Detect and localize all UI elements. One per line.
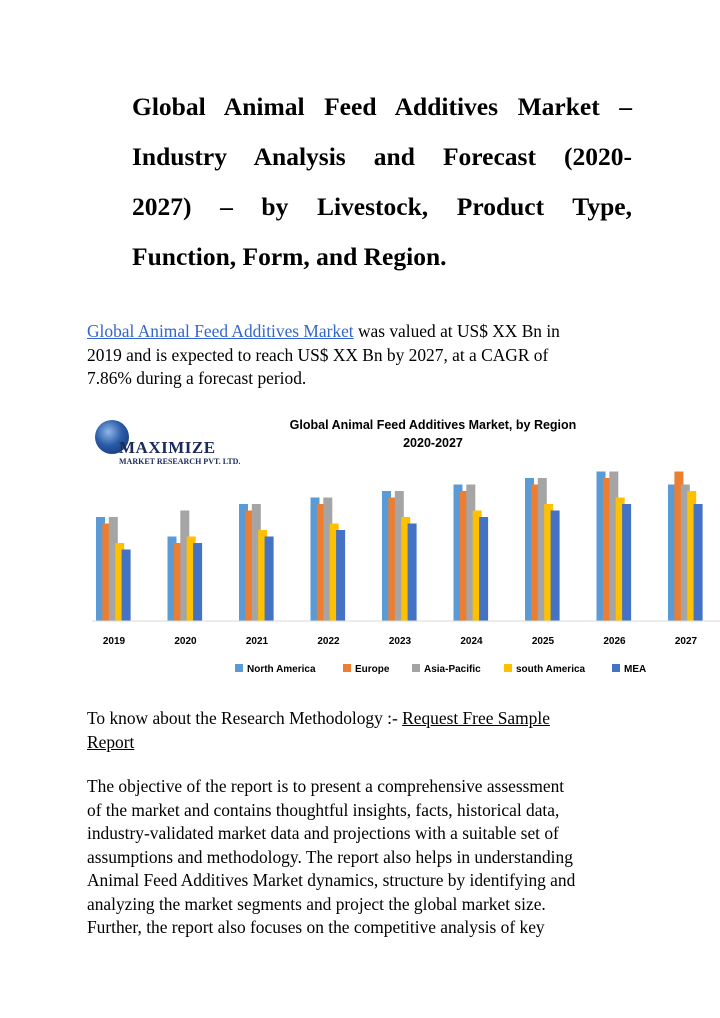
intro-text: was valued at US$ XX Bn in [353,321,560,341]
legend-label: Europe [355,664,390,675]
legend-label: MEA [624,664,647,675]
objective-line: industry-validated market data and projections with a suitable set of [87,823,559,843]
research-text: To know about the Research Methodology :- [87,708,403,728]
objective-line: The objective of the report is to present a comprehensive assessment [87,776,565,796]
objective-line: Further, the report also focuses on the competitive analysis of key [87,917,545,937]
x-tick-label: 2020 [174,636,197,647]
x-tick-label: 2023 [388,636,412,647]
bar-chart [87,405,720,695]
report-title [132,82,632,282]
intro-text: 2019 and is expected to reach US$ XX Bn by 2027, at a CAGR of [87,344,549,365]
bar-mea-2026 [622,504,631,621]
legend-swatch [343,664,351,672]
objective-line: Animal Feed Additives Market dynamics, structure by identifying and [87,870,576,890]
bar-mea-2023 [408,524,417,622]
chart-subtitle: 2020-2027 [403,436,463,450]
objective-line: analyzing the market segments and project the global market size. [87,893,546,914]
request-sample-link[interactable]: Request Free Sample [402,708,550,728]
objective-paragraph [87,775,647,940]
legend-swatch [612,664,620,672]
bar-mea-2027 [694,504,703,621]
research-paragraph [87,707,647,754]
x-tick-label: 2022 [317,636,340,647]
objective-line: of the market and contains thoughtful insights, facts, historical data, [87,799,560,820]
legend-swatch [412,664,420,672]
title-line: 2027) – by Livestock, Product Type, [132,192,632,221]
bar-mea-2022 [336,530,345,621]
intro-paragraph [87,320,647,391]
title-line: Function, Form, and Region. [132,242,447,271]
objective-line: assumptions and methodology. The report also helps in understanding [87,846,573,867]
x-tick-label: 2024 [460,636,483,647]
logo-name: MAXIMIZE [119,438,216,457]
legend-swatch [235,664,243,672]
legend-swatch [504,664,512,672]
x-tick-label: 2026 [603,636,626,647]
bar-mea-2019 [122,550,131,622]
logo-subtitle: MARKET RESEARCH PVT. LTD. [119,457,241,466]
bar-mea-2024 [479,517,488,621]
legend-label: south America [516,664,586,675]
bar-mea-2025 [551,511,560,622]
request-sample-link-cont[interactable]: Report [87,731,135,752]
legend-label: Asia-Pacific [424,664,481,675]
bar-mea-2020 [193,543,202,621]
bar-mea-2021 [265,537,274,622]
chart-title: Global Animal Feed Additives Market, by Region [289,418,577,432]
legend-label: North America [247,664,316,675]
intro-text: 7.86% during a forecast period. [87,368,307,388]
title-line: Industry Analysis and Forecast (2020- [132,142,632,171]
market-link[interactable]: Global Animal Feed Additives Market [87,321,354,341]
x-tick-label: 2027 [674,636,698,647]
title-line: Global Animal Feed Additives Market – [132,92,632,121]
x-tick-label: 2021 [245,636,269,647]
x-tick-label: 2025 [531,636,555,647]
x-tick-label: 2019 [102,636,126,647]
